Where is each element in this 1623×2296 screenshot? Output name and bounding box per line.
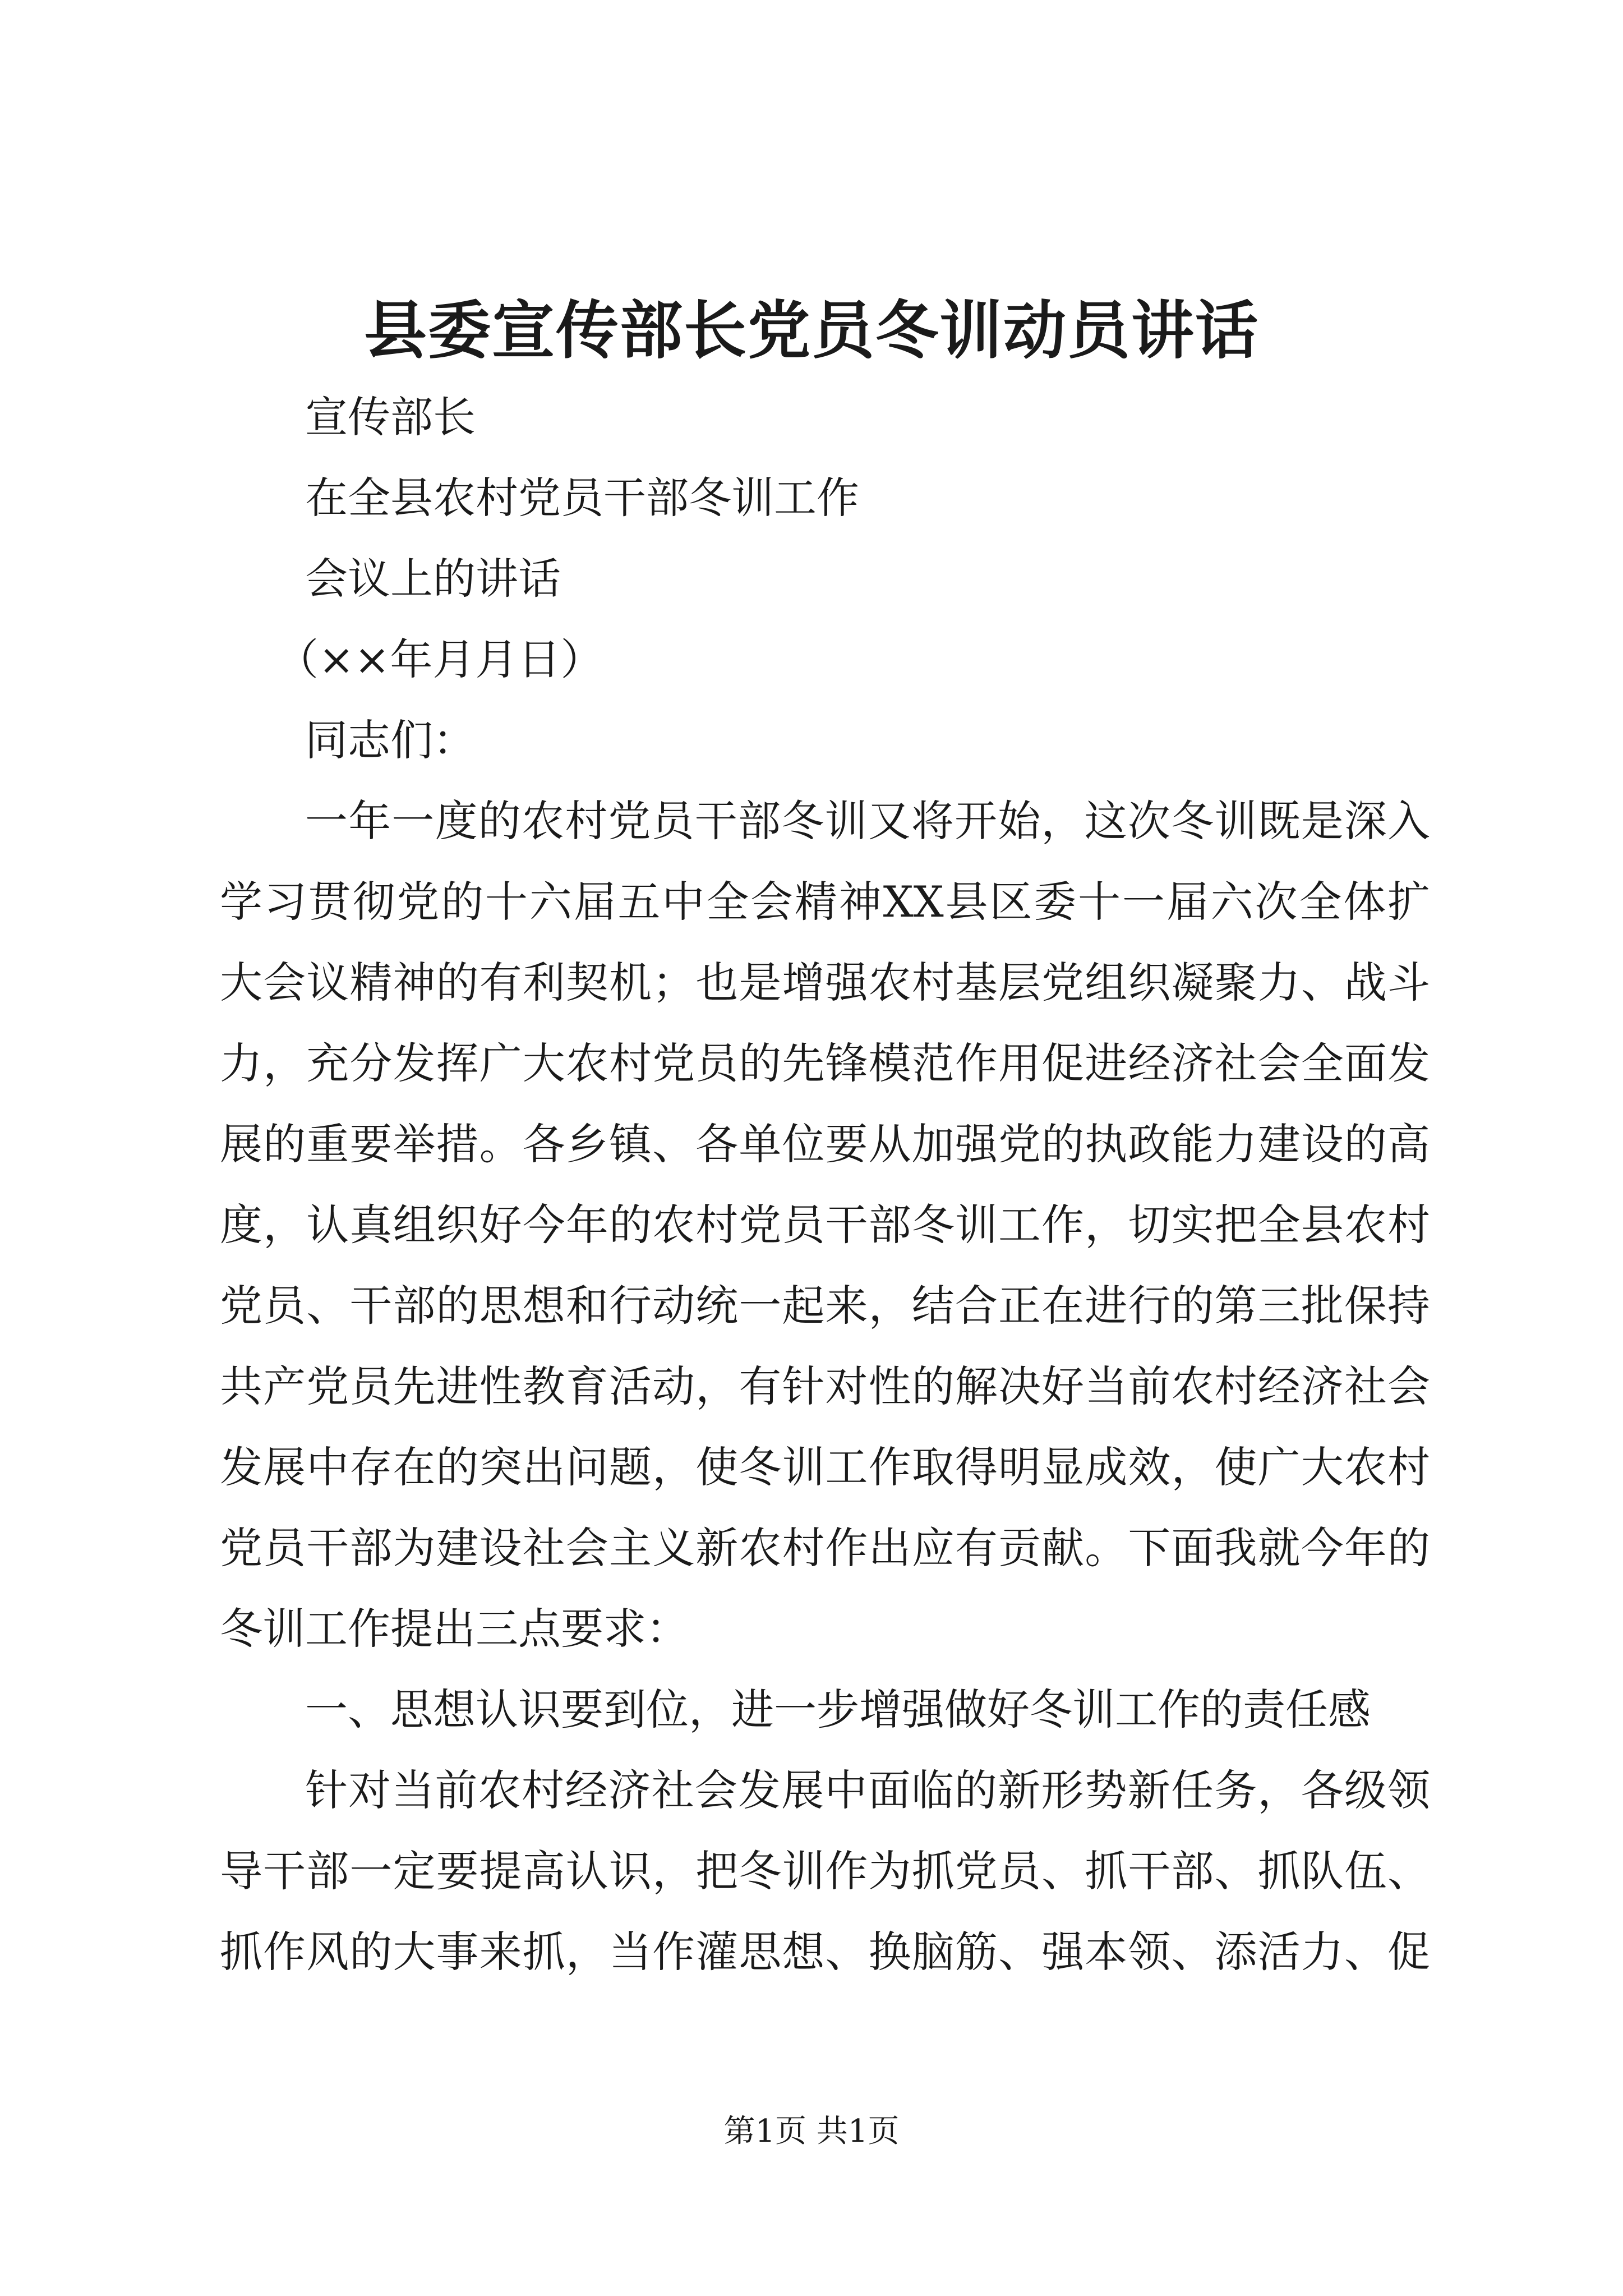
paragraph-line: 导干部一定要提高认识，把冬训作为抓党员、抓干部、抓队伍、: [220, 1846, 1430, 1896]
paragraph-line: 学习贯彻党的十六届五中全会精神XX县区委十一届六次全体扩: [220, 877, 1430, 927]
paragraph-section1: [220, 1750, 1430, 1993]
paragraph-line: 冬训工作提出三点要求：: [220, 1604, 689, 1654]
document-body: [220, 377, 1430, 1993]
paragraph-line: 发展中存在的突出问题，使冬训工作取得明显成效，使广大农村: [220, 1442, 1430, 1492]
paragraph-line: 展的重要举措。各乡镇、各单位要从加强党的执政能力建设的高: [220, 1119, 1430, 1169]
paragraph-line: 度，认真组织好今年的农村党员干部冬训工作，切实把全县农村: [220, 1200, 1430, 1250]
paragraph-line: 党员干部为建设社会主义新农村作出应有贡献。下面我就今年的: [220, 1523, 1430, 1573]
page-footer: 第1页 共1页: [723, 2113, 900, 2150]
paragraph-line: 党员、干部的思想和行动统一起来，结合正在进行的第三批保持: [220, 1281, 1430, 1331]
paragraph-line: 力，充分发挥广大农村党员的先锋模范作用促进经济社会全面发: [220, 1038, 1430, 1088]
salutation-line: 同志们：: [305, 715, 476, 765]
date-line: （××年月月日）: [276, 634, 603, 684]
section-heading: 一、思想认识要到位，进一步增强做好冬训工作的责任感: [305, 1685, 1371, 1734]
document-title: 县委宣传部长党员冬训动员讲话: [364, 294, 1259, 367]
speaker-line: 宣传部长: [305, 392, 476, 442]
paragraph-line: 一年一度的农村党员干部冬训又将开始，这次冬训既是深入: [305, 796, 1430, 846]
paragraph-intro: [220, 781, 1430, 1669]
meeting-line: 会议上的讲话: [305, 554, 561, 604]
paragraph-line: 共产党员先进性教育活动，有针对性的解决好当前农村经济社会: [220, 1361, 1430, 1411]
paragraph-line: 抓作风的大事来抓，当作灌思想、换脑筋、强本领、添活力、促: [220, 1927, 1430, 1977]
meeting-line: 在全县农村党员干部冬训工作: [305, 473, 859, 523]
paragraph-line: 针对当前农村经济社会发展中面临的新形势新任务，各级领: [305, 1765, 1430, 1815]
paragraph-line: 大会议精神的有利契机；也是增强农村基层党组织凝聚力、战斗: [220, 958, 1430, 1007]
